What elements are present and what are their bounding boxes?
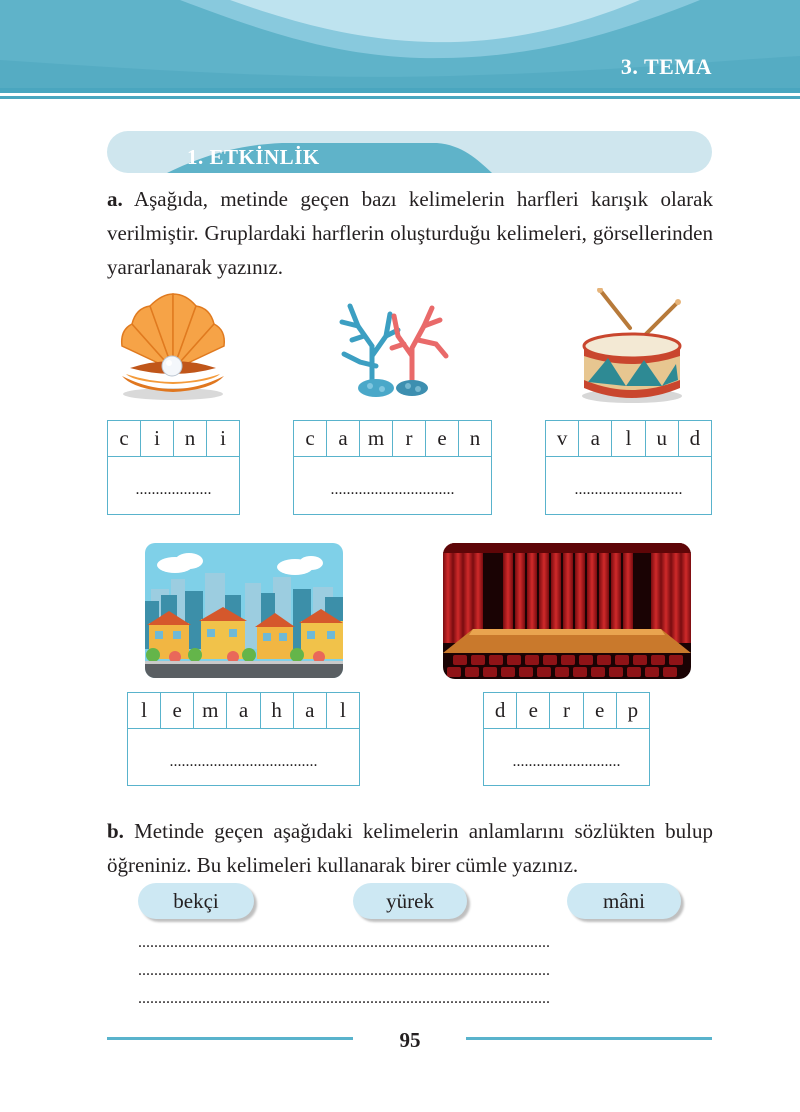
header-rule-thin <box>0 96 800 99</box>
letter-cell: e <box>584 693 617 728</box>
letter-cell: a <box>227 693 260 728</box>
answer-field[interactable]: ........................... <box>574 481 683 498</box>
letter-row <box>108 421 239 457</box>
word-pill-bekci: bekçi <box>138 883 254 919</box>
page-number: 95 <box>399 1028 421 1052</box>
letter-cell: i <box>141 421 174 456</box>
letter-cell: n <box>469 426 481 450</box>
instruction-b <box>107 814 713 882</box>
letter-cell: u <box>646 421 679 456</box>
letter-cell: e <box>517 693 550 728</box>
page-header <box>0 0 800 104</box>
theater-stage-image <box>443 543 691 679</box>
letter-cell: v <box>546 421 579 456</box>
writing-line-1[interactable]: ....................................................................................................... <box>138 934 550 951</box>
letter-row <box>294 421 491 457</box>
letter-cell: m <box>194 693 227 728</box>
letter-cell: l <box>339 698 346 722</box>
letter-cell: d <box>484 693 517 728</box>
word-pill-yurek: yürek <box>353 883 467 919</box>
writing-line-3[interactable]: ....................................................................................................... <box>138 990 550 1007</box>
letter-cell: a <box>579 421 612 456</box>
word-puzzle-4 <box>127 692 360 786</box>
theme-label: 3. TEMA <box>620 54 712 79</box>
letter-cell: n <box>174 421 207 456</box>
letter-cell: r <box>550 693 583 728</box>
answer-field[interactable]: ................... <box>135 481 212 498</box>
activity-title: 1. ETKİNLİK <box>187 145 320 169</box>
answer-field[interactable]: ..................................... <box>169 753 318 770</box>
instruction-b-label: b. <box>107 819 124 843</box>
letter-row <box>484 693 649 729</box>
word-puzzle-2 <box>293 420 492 515</box>
letter-cell: e <box>426 421 459 456</box>
footer-rule-left <box>107 1037 353 1040</box>
word-puzzle-3 <box>545 420 712 515</box>
letter-cell: e <box>161 693 194 728</box>
letter-cell: m <box>360 421 393 456</box>
word-pill-mani: mâni <box>567 883 681 919</box>
letter-cell: i <box>220 426 226 450</box>
letter-cell: a <box>327 421 360 456</box>
letter-cell: l <box>128 693 161 728</box>
letter-cell: a <box>294 693 327 728</box>
pearl-shell-image <box>112 290 234 402</box>
instruction-b-text: Metinde geçen aşağıdaki kelimelerin anlamlarını sözlükten bulup öğreniniz. Bu kelimeleri kullanarak birer cümle yazınız. <box>107 819 714 877</box>
letter-cell: p <box>627 698 639 722</box>
letter-cell: r <box>393 421 426 456</box>
header-rule-thick <box>0 88 800 93</box>
footer-rule-right <box>466 1037 712 1040</box>
activity-banner <box>107 131 712 173</box>
letter-cell: h <box>261 693 294 728</box>
city-image <box>145 543 343 678</box>
letter-cell: c <box>108 421 141 456</box>
word-puzzle-1 <box>107 420 240 515</box>
coral-image <box>332 296 452 400</box>
letter-cell: c <box>294 421 327 456</box>
letter-cell: l <box>612 421 645 456</box>
instruction-a <box>107 182 713 284</box>
letter-cell: d <box>689 426 701 450</box>
word-puzzle-5 <box>483 692 650 786</box>
answer-field[interactable]: ........................... <box>512 753 621 770</box>
writing-line-2[interactable]: ....................................................................................................... <box>138 962 550 979</box>
answer-field[interactable]: ............................... <box>330 481 455 498</box>
letter-row <box>546 421 711 457</box>
drum-image <box>570 288 688 404</box>
letter-row <box>128 693 359 729</box>
instruction-a-text: Aşağıda, metinde geçen bazı kelimelerin harfleri karışık olarak verilmiştir. Gruplardaki harflerin oluşturduğu kelimeleri, görsellerinden yararlanarak yazınız. <box>107 187 713 279</box>
instruction-a-label: a. <box>107 187 123 211</box>
